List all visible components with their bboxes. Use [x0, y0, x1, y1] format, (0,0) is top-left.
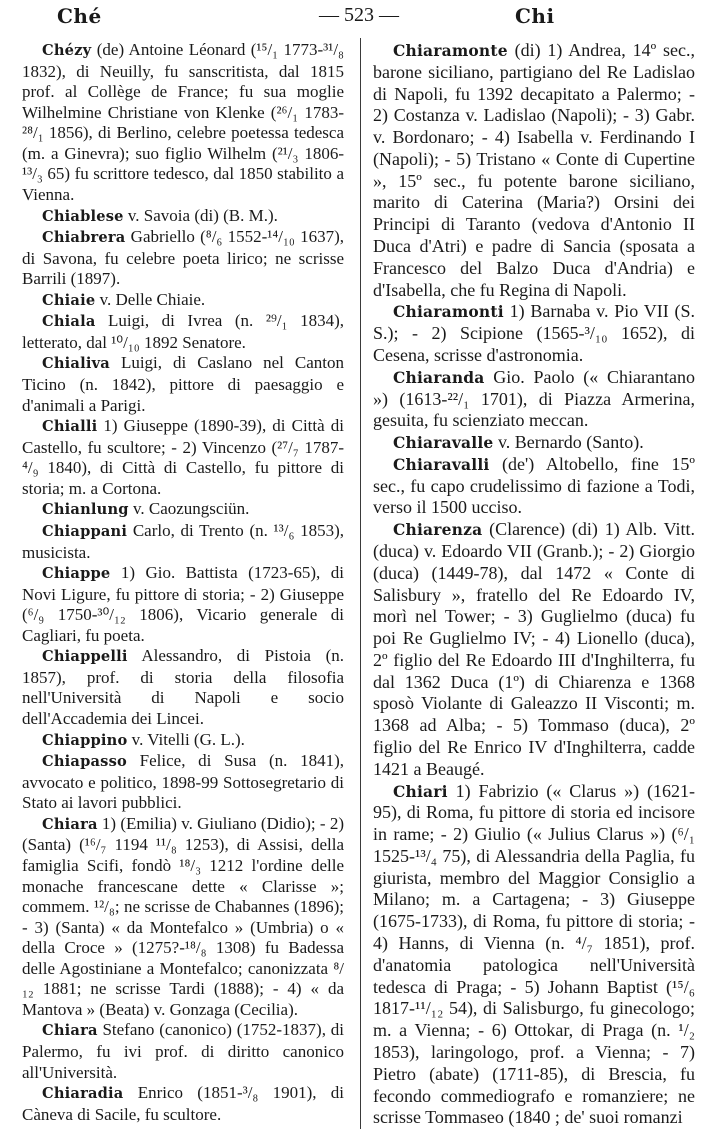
entry-headword: Chiablese: [42, 207, 124, 225]
entry-text: Carlo, di Trento (n. ¹³/₆ 1853), musicista.: [22, 520, 344, 562]
dictionary-entry: [22, 290, 344, 312]
dictionary-entry: [22, 646, 344, 729]
page-header: [0, 0, 718, 34]
entry-text: 1) Fabrizio (« Clarus ») (1621-95), di Roma, fu pittore di storia ed incisore in rame; - 2) Giulio (« Julius Clarus ») (⁶/₁ 1525-¹³/₄ 75), di Alessandria della Paglia, fu giurista, membro del Maggior Consiglio a Milano; m. a Cartagena; - 3) Giuseppe (1675-1733), di Roma, fu pittore di storia; - 4) Hanns, di Vienna (n. ⁴/₇ 1851), prof. d'anatomia patologica nell'Università tedesca di Praga; - 5) Johann Baptist (¹⁵/₆ 1817-¹¹/₁₂ 54), di Salisburgo, fu ginecologo; m. a Vienna; - 6) Ottokar, di Praga (n. ¹/₂ 1853), laringologo, prof. a Vienna; - 7) Pietro (abate) (1711-85), di Brescia, fu fecondo commediografo e romanziere; ne scrisse Tommaseo (1840 ; de' suoi romanzi: [373, 780, 695, 1128]
entry-text: (di) 1) Andrea, 14º sec., barone siciliano, partigiano del Re Ladislao di Napoli, fu 1392 decapitato a Palermo; - 2) Costanza v. Ladislao (Napoli); - 3) Gabr. v. Bordonaro; - 4) Isabella v. Ferdinando I (Napoli); - 5) Tristano « Conte di Cupertine », 15º sec., fu potente barone siciliano, marito di Caterina (Maria?) Orsini dei Principi di Taranto (vedova d'Antonio II Duca d'Atri) e padre di Sancia (sposata a Francesco del Balzo Duca d'Andria) e d'Isabella, che fu Regina di Napoli.: [373, 40, 695, 300]
dictionary-entry: [373, 432, 695, 454]
entry-headword: Chianlung: [42, 501, 129, 519]
entry-headword: Chiari: [393, 781, 448, 801]
dictionary-entry: [22, 416, 344, 499]
dictionary-entry: [22, 1020, 344, 1083]
entry-text: (de) Antoine Léonard (¹⁵/₁ 1773-³¹/₈ 1832), di Neuilly, fu sanscritista, dal 1815 prof. al Collège de France; fu sua moglie Wilhelmine Christiane von Klenke (²⁶/₁ 1783-²⁸/₁ 1856), di Berlino, celebre poetessa tedesca (m. a Ginevra); suo figlio Wilhelm (²¹/₃ 1806-¹³/₃ 65) fu scrittore tedesco, dal 1850 stabilito a Vienna.: [22, 40, 344, 204]
dictionary-entry: [373, 519, 695, 780]
entry-text: Felice, di Susa (n. 1841), avvocato e politico, 1898-99 Sottosegretario di Stato ai lavori pubblici.: [22, 751, 344, 813]
entry-text: v. Caozungsciün.: [128, 499, 250, 519]
dictionary-entry: [22, 730, 344, 752]
entry-text: Gabriello (⁸/₆ 1552-¹⁴/₁₀ 1637), di Savona, fu celebre poeta lirico; ne scrisse Barrili (1897).: [22, 227, 344, 289]
dictionary-entry: [373, 781, 695, 1130]
entry-text: v. Delle Chiaie.: [95, 289, 206, 309]
entry-text: v. Savoia (di) (B. M.).: [123, 205, 278, 225]
dictionary-entry: [22, 40, 344, 206]
dictionary-page: [0, 34, 718, 1133]
entry-text: Gio. Paolo (« Chiarantano ») (1613-²²/₁ 1701), di Piazza Armerina, gesuita, fu scienziato meccan.: [373, 366, 695, 431]
entry-text: Enrico (1851-³/₈ 1901), di Càneva di Sacile, fu scultore.: [22, 1083, 344, 1124]
entry-text: Luigi, di Caslano nel Canton Ticino (n. 1842), pittore di paesaggio e d'animali a Parigi.: [22, 353, 344, 415]
right-column: [373, 40, 695, 1129]
dictionary-entry: [22, 814, 344, 1021]
entry-headword: Chiaranda: [393, 367, 485, 387]
dictionary-entry: [22, 206, 344, 228]
entry-headword: Chiappelli: [42, 648, 128, 666]
entry-headword: Chiala: [42, 313, 96, 331]
entry-headword: Chiaramonte: [393, 41, 508, 60]
dictionary-entry: [22, 563, 344, 646]
right-running-head: Chi: [515, 4, 555, 28]
entry-headword: Chiaravalle: [393, 433, 494, 453]
entry-text: v. Bernardo (Santo).: [493, 432, 644, 453]
page-number: — 523 —: [319, 4, 399, 26]
dictionary-entry: [22, 1083, 344, 1125]
dictionary-entry: [22, 751, 344, 814]
left-column: [22, 40, 344, 1125]
entry-headword: Chiappe: [42, 565, 111, 583]
entry-headword: Chiaradia: [42, 1085, 124, 1103]
entry-headword: Chiaravalli: [393, 454, 490, 474]
entry-headword: Chialiva: [42, 355, 110, 373]
entry-headword: Chiabrera: [42, 229, 126, 247]
entry-headword: Chialli: [42, 418, 98, 436]
entry-text: 1) Barnaba v. Pio VII (S. S.); - 2) Scipione (1565-³/₁₀ 1652), di Cesena, scrisse d'astronomia.: [373, 301, 695, 365]
dictionary-entry: [373, 454, 695, 519]
column-divider: [360, 38, 361, 1129]
entry-headword: Chiara: [42, 815, 98, 833]
entry-headword: Chiarenza: [393, 520, 483, 540]
entry-headword: Chézy: [42, 42, 92, 59]
entry-headword: Chiara: [42, 1022, 98, 1040]
left-running-head: Ché: [57, 4, 102, 28]
entry-text: Luigi, di Ivrea (n. ²⁹/₁ 1834), letterato, dal ¹⁰/₁₀ 1892 Senatore.: [22, 311, 344, 352]
entry-text: Alessandro, di Pistoia (n. 1857), prof. di storia della filosofia nell'Università di Napoli e socio dell'Accademia dei Lincei.: [22, 646, 344, 728]
entry-text: 1) Gio. Battista (1723-65), di Novi Ligure, fu pittore di storia; - 2) Giuseppe (⁶/₉ 1750-³⁰/₁₂ 1806), Vicario generale di Cagliari, fu poeta.: [22, 563, 344, 645]
dictionary-entry: [22, 499, 344, 521]
entry-text: (Clarence) (di) 1) Alb. Vitt. (duca) v. Edoardo VII (Granb.); - 2) Giorgio (duca) (1449-78), dal 1472 « Conte di Salisbury », fratello del Re Edoardo IV, morì nel Tower; - 3) Guglielmo (duca) fu poi Re Guglielmo IV; - 4) Lionello (duca), 2º figlio del Re Edoardo III d'Inghilterra, fu dal 1362 Duca (1º) di Chiarenza e 1368 sposò Violante di Galeazzo II Visconti; m. 1368 ad Alba; - 5) Tommaso (duca), 2º figlio del Re Enrico IV d'Inghilterra, cadde 1421 a Beaugé.: [373, 519, 695, 779]
entry-headword: Chiappani: [42, 522, 128, 540]
dictionary-entry: [22, 521, 344, 563]
entry-text: v. Vitelli (G. L.).: [127, 729, 245, 749]
entry-headword: Chiappino: [42, 731, 128, 749]
entry-headword: Chiaie: [42, 291, 96, 309]
dictionary-entry: [373, 301, 695, 366]
dictionary-entry: [22, 353, 344, 416]
dictionary-entry: [22, 311, 344, 353]
entry-headword: Chiapasso: [42, 753, 127, 771]
entry-text: 1) Giuseppe (1890-39), di Città di Castello, fu scultore; - 2) Vincenzo (²⁷/₇ 1787-⁴/₉ 1840), di Città di Castello, fu pittore di storia; m. a Cortona.: [22, 416, 344, 498]
dictionary-entry: [373, 367, 695, 432]
entry-text: (de') Altobello, fine 15º sec., fu capo crudelissimo di fazione a Todi, verso il 1500 ucciso.: [373, 453, 695, 518]
entry-text: Stefano (canonico) (1752-1837), di Palermo, fu ivi prof. di diritto canonico all'Università.: [22, 1020, 344, 1082]
entry-headword: Chiaramonti: [393, 302, 504, 322]
entry-text: 1) (Emilia) v. Giuliano (Didio); - 2) (Santa) (¹⁶/₇ 1194 ¹¹/₈ 1253), di Assisi, della famiglia Scifi, fondò ¹⁸/₃ 1212 l'ordine delle monache francescane dette « Clarisse »; commem. ¹²/₈; ne scrisse de Chabannes (1896); - 3) (Santa) « da Montefalco » (Umbria) o « della Croce » (1275?-¹⁸/₈ 1308) fu Badessa delle Agostiniane a Montefalco; canonizzata ⁸/₁₂ 1881; ne scrisse Tardi (1888); - 4) « da Mantova » (Beata) v. Gonzaga (Cecilia).: [22, 813, 344, 1019]
dictionary-entry: [22, 227, 344, 290]
dictionary-entry: [373, 40, 695, 301]
